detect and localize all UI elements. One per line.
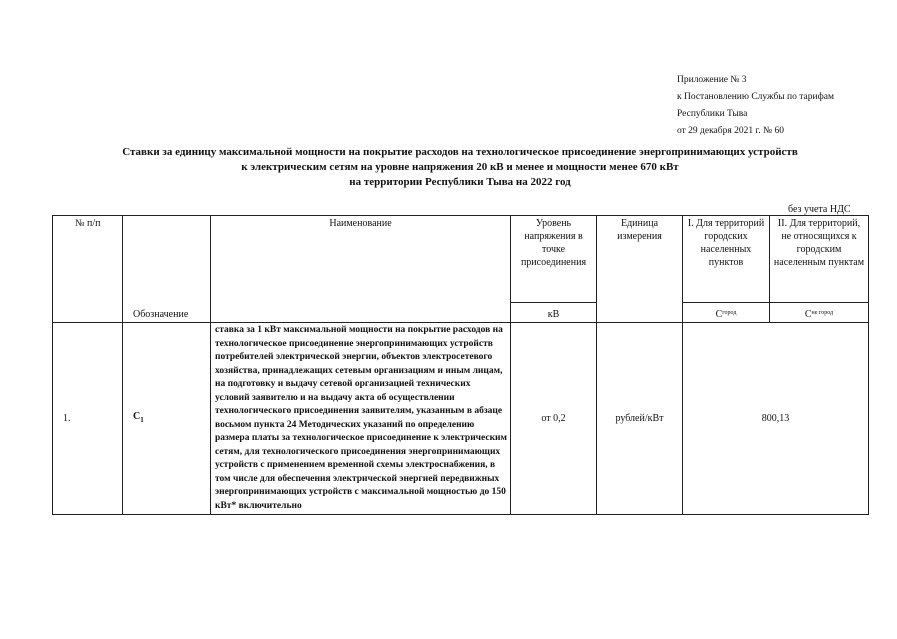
rates-table	[52, 215, 869, 515]
row-unit: рублей/кВт	[597, 323, 683, 515]
header-rural-symbol	[770, 303, 869, 323]
header-voltage: Уровень напряжения в точке присоединения	[511, 216, 597, 303]
title-line: Ставки за единицу максимальной мощности на покрытие расходов на технологическое присоединение энергопринимающих устройств	[122, 146, 798, 158]
row-symbol	[123, 323, 211, 515]
row-symbol-sub: 1	[140, 416, 144, 424]
appendix-line: Приложение № 3	[677, 75, 747, 85]
appendix-line: к Постановлению Службы по тарифам	[677, 92, 834, 102]
header-urban: I. Для территорий городских населенных пунктов	[683, 216, 770, 303]
title-line: на территории Республики Тыва на 2022 год	[349, 176, 571, 188]
row-number: 1.	[53, 323, 123, 515]
header-name: Наименование	[211, 216, 511, 323]
row-value: 800,13	[683, 323, 869, 515]
document-title	[40, 145, 880, 190]
header-voltage-unit: кВ	[511, 303, 597, 323]
urban-symbol-sup: город	[722, 310, 737, 316]
row-voltage: от 0,2	[511, 323, 597, 515]
rural-symbol-sup: не город	[811, 310, 834, 316]
urban-symbol-base: C	[715, 309, 723, 320]
vat-note: без учета НДС	[788, 204, 851, 215]
appendix-note	[677, 72, 887, 140]
table-row	[53, 323, 869, 515]
row-symbol-base: C	[133, 411, 141, 422]
rural-symbol-base: C	[804, 309, 812, 320]
appendix-line: от 29 декабря 2021 г. № 60	[677, 126, 784, 136]
header-rural: II. Для территорий, не относящихся к городским населенным пунктам	[770, 216, 869, 303]
header-number: № п/п	[53, 216, 123, 323]
row-description: ставка за 1 кВт максимальной мощности на покрытие расходов на технологическое присоединение энергопринимающих устройств потребителей электрической энергии, объектов электросетевого хозяйства, принадлежащих сетевым организациям и иным лицам, на подготовку и выдачу сетевой организацией технических условий заявителю и на выдачу акта об осуществлении технологического присоединения заявителям, указанным в абзаце восьмом пункта 24 Методических указаний по определению размера платы за технологическое присоединение к электрическим сетям, для технологического присоединения энергопринимающих устройств с применением временной схемы электроснабжения, в том числе для обеспечения электрической энергией передвижных энергопринимающих устройств с максимальной мощностью до 150 кВт* включительно	[211, 323, 511, 515]
header-unit: Единица измерения	[597, 216, 683, 323]
header-symbol: Обозначение	[123, 216, 211, 323]
appendix-line: Республики Тыва	[677, 109, 748, 119]
table-header-row	[53, 216, 869, 303]
title-line: к электрическим сетям на уровне напряжения 20 кВ и менее и мощности менее 670 кВт	[241, 161, 679, 173]
header-urban-symbol	[683, 303, 770, 323]
